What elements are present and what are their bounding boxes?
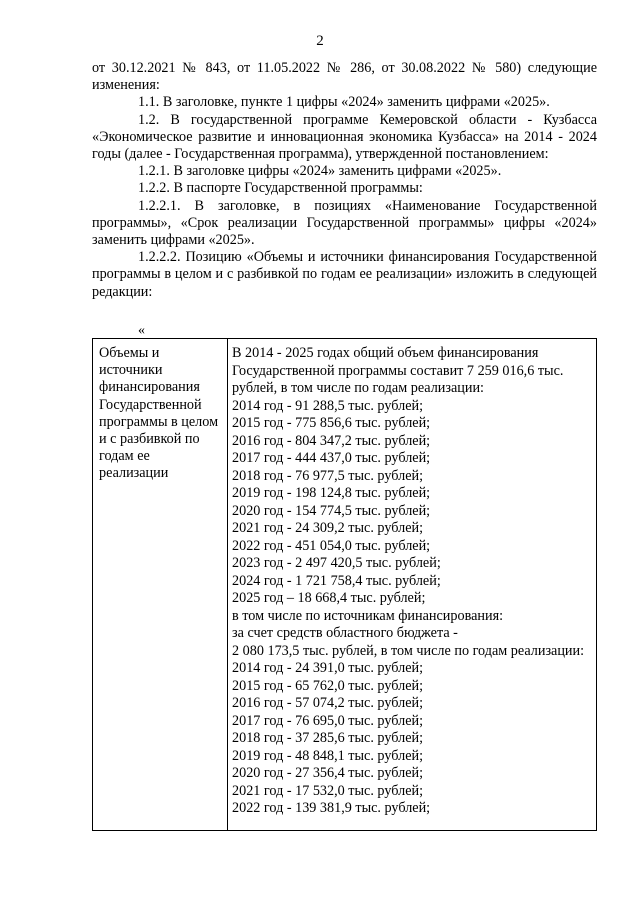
table-row: 2016 год - 804 347,2 тыс. рублей; xyxy=(232,432,431,449)
regional-budget-header: за счет средств областного бюджета - xyxy=(232,625,458,641)
page-number: 2 xyxy=(316,33,324,49)
table-row: 2021 год - 17 532,0 тыс. рублей; xyxy=(232,782,424,799)
table-row: 2019 год - 198 124,8 тыс. рублей; xyxy=(232,485,431,501)
opening-quote-mark: « xyxy=(138,323,145,338)
paragraph-1-1: 1.1. В заголовке, пункте 1 цифры «2024» заменить цифрами «2025». xyxy=(138,94,550,111)
table-row: 2022 год - 451 054,0 тыс. рублей; xyxy=(232,537,431,554)
financing-intro: В 2014 - 2025 годах общий объем финансирования Государственной программы составит 7 259 016,6 тыс. рублей, в том числе по годам реализации: xyxy=(232,345,564,396)
regional-by-year-list xyxy=(232,660,592,818)
table-row: 2022 год - 139 381,9 тыс. рублей; xyxy=(232,800,431,816)
table-row: 2014 год - 24 391,0 тыс. рублей; xyxy=(232,660,424,676)
table-row: 2017 год - 444 437,0 тыс. рублей; xyxy=(232,450,431,466)
paragraph-1-2: 1.2. В государственной программе Кемеровской области - Кузбасса «Экономическое развитие и инновационная экономика Кузбасса» на 2014 - 2024 годы (далее - Государственная программа), утвержденной постановлением: xyxy=(92,111,597,163)
total-by-year-list xyxy=(232,398,592,608)
table-left-cell: Объемы и источники финансирования Государственной программы в целом и с разбивкой по годам ее реализации xyxy=(99,345,219,482)
table-right-cell xyxy=(232,345,592,818)
table-row: 2017 год - 76 695,0 тыс. рублей; xyxy=(232,712,424,729)
sources-header: в том числе по источникам финансирования: xyxy=(232,607,504,624)
table-row: 2019 год - 48 848,1 тыс. рублей; xyxy=(232,747,424,764)
financing-table xyxy=(92,338,597,831)
regional-budget-total: 2 080 173,5 тыс. рублей, в том числе по годам реализации: xyxy=(232,642,585,659)
body-text xyxy=(92,60,597,301)
table-row: 2016 год - 57 074,2 тыс. рублей; xyxy=(232,695,424,711)
paragraph-1-2-1: 1.2.1. В заголовке цифры «2024» заменить цифрами «2025». xyxy=(138,163,502,180)
table-row: 2024 год - 1 721 758,4 тыс. рублей; xyxy=(232,572,441,589)
paragraph-1-2-2-1: 1.2.2.1. В заголовке, в позициях «Наименование Государственной программы», «Срок реализации Государственной программы» цифры «2024» заменить цифрами «2025». xyxy=(92,197,597,249)
table-row: 2018 год - 37 285,6 тыс. рублей; xyxy=(232,730,424,746)
paragraph-amendment-refs: от 30.12.2021 № 843, от 11.05.2022 № 286, от 30.08.2022 № 580) следующие изменения: xyxy=(92,60,597,94)
paragraph-1-2-2: 1.2.2. В паспорте Государственной программы: xyxy=(138,180,423,197)
table-row: 2015 год - 65 762,0 тыс. рублей; xyxy=(232,677,424,694)
paragraph-1-2-2-2: 1.2.2.2. Позицию «Объемы и источники финансирования Государственной программы в целом и с разбивкой по годам ее реализации» изложить в следующей редакции: xyxy=(92,249,597,300)
table-row: 2021 год - 24 309,2 тыс. рублей; xyxy=(232,520,424,536)
table-row: 2018 год - 76 977,5 тыс. рублей; xyxy=(232,467,424,484)
table-row: 2025 год – 18 668,4 тыс. рублей; xyxy=(232,590,426,606)
table-row: 2020 год - 154 774,5 тыс. рублей; xyxy=(232,502,431,519)
table-row: 2015 год - 775 856,6 тыс. рублей; xyxy=(232,415,431,431)
table-row: 2014 год - 91 288,5 тыс. рублей; xyxy=(232,397,424,414)
table-row: 2020 год - 27 356,4 тыс. рублей; xyxy=(232,765,424,781)
table-column-divider xyxy=(227,339,228,830)
table-row: 2023 год - 2 497 420,5 тыс. рублей; xyxy=(232,555,441,571)
